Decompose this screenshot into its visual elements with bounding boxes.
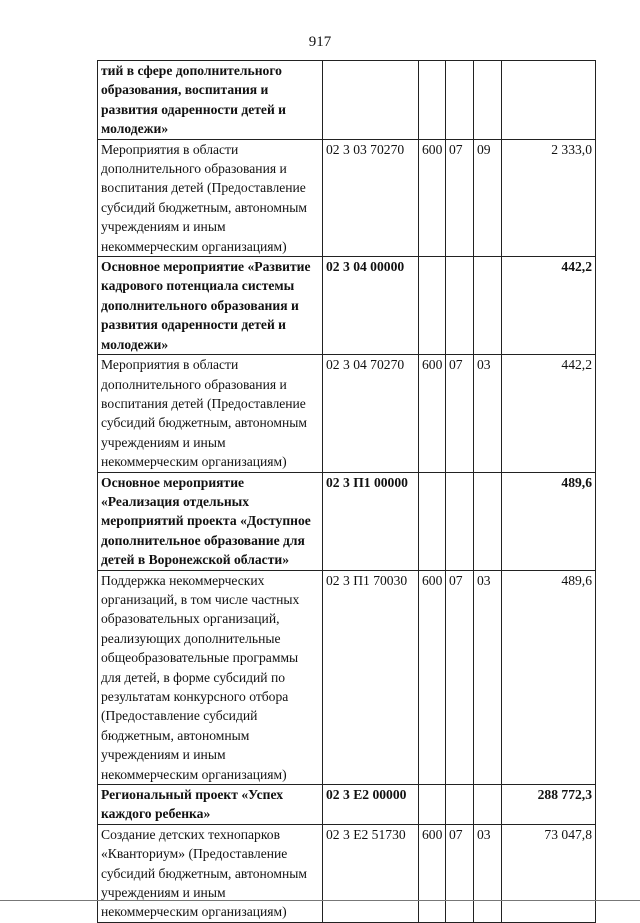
- table-row: [98, 785, 596, 825]
- table-row: [98, 472, 596, 570]
- item-name: Поддержка некоммерческих организаций, в том числе частных образовательных организаций, реализующих дополнительные общеобразовательные программы для детей, в форме субсидий по результатам конкурсного отбора (Предоставление субсидий бюджетным, автономным учреждениям и иным некоммерческим организациям): [98, 570, 323, 784]
- item-name: Мероприятия в области дополнительного образования и воспитания детей (Предоставление субсидий бюджетным, автономным учреждениям и иным некоммерческим организациям): [98, 139, 323, 256]
- subsection: 09: [474, 139, 502, 256]
- section: 07: [446, 139, 474, 256]
- item-name: Основное мероприятие «Развитие кадрового потенциала системы дополнительного образования и развития одаренности детей и молодежи»: [98, 257, 323, 355]
- expense-type: 600: [419, 139, 446, 256]
- page-number: 917: [308, 34, 332, 50]
- budget-code: 02 3 03 70270: [323, 139, 419, 256]
- subsection: [474, 61, 502, 140]
- budget-code: 02 3 П1 70030: [323, 570, 419, 784]
- amount: 2 333,0: [502, 139, 596, 256]
- budget-table: [97, 60, 596, 923]
- budget-code: 02 3 П1 00000: [323, 472, 419, 570]
- expense-type: 600: [419, 570, 446, 784]
- table-row: [98, 61, 596, 140]
- section: [446, 785, 474, 825]
- amount: [502, 61, 596, 140]
- item-name: тий в сфере дополнительного образования, воспитания и развития одаренности детей и молодежи»: [98, 61, 323, 140]
- amount: 442,2: [502, 257, 596, 355]
- item-name: Мероприятия в области дополнительного образования и воспитания детей (Предоставление субсидий бюджетным, автономным учреждениям и иным некоммерческим организациям): [98, 355, 323, 472]
- section: 07: [446, 355, 474, 472]
- table-row: [98, 824, 596, 922]
- expense-type: 600: [419, 355, 446, 472]
- section: [446, 61, 474, 140]
- item-name: Создание детских технопарков «Кванториум» (Предоставление субсидий бюджетным, автономным учреждениям и иным некоммерческим организациям): [98, 824, 323, 922]
- item-name: Региональный проект «Успех каждого ребенка»: [98, 785, 323, 825]
- section: 07: [446, 570, 474, 784]
- budget-code: [323, 61, 419, 140]
- expense-type: [419, 785, 446, 825]
- table-row: [98, 139, 596, 256]
- table-row: [98, 570, 596, 784]
- budget-code: 02 3 04 70270: [323, 355, 419, 472]
- budget-code: 02 3 04 00000: [323, 257, 419, 355]
- subsection: 03: [474, 355, 502, 472]
- section: 07: [446, 824, 474, 922]
- expense-type: [419, 257, 446, 355]
- table-row: [98, 257, 596, 355]
- subsection: 03: [474, 824, 502, 922]
- subsection: [474, 257, 502, 355]
- subsection: 03: [474, 570, 502, 784]
- section: [446, 257, 474, 355]
- amount: 288 772,3: [502, 785, 596, 825]
- section: [446, 472, 474, 570]
- page-bottom-rule: [0, 900, 640, 901]
- expense-type: [419, 61, 446, 140]
- amount: 489,6: [502, 472, 596, 570]
- item-name: Основное мероприятие «Реализация отдельных мероприятий проекта «Доступное дополнительное образование для детей в Воронежской области»: [98, 472, 323, 570]
- budget-code: 02 3 Е2 51730: [323, 824, 419, 922]
- amount: 442,2: [502, 355, 596, 472]
- amount: 489,6: [502, 570, 596, 784]
- subsection: [474, 472, 502, 570]
- amount: 73 047,8: [502, 824, 596, 922]
- expense-type: [419, 472, 446, 570]
- expense-type: 600: [419, 824, 446, 922]
- table-row: [98, 355, 596, 472]
- budget-code: 02 3 Е2 00000: [323, 785, 419, 825]
- subsection: [474, 785, 502, 825]
